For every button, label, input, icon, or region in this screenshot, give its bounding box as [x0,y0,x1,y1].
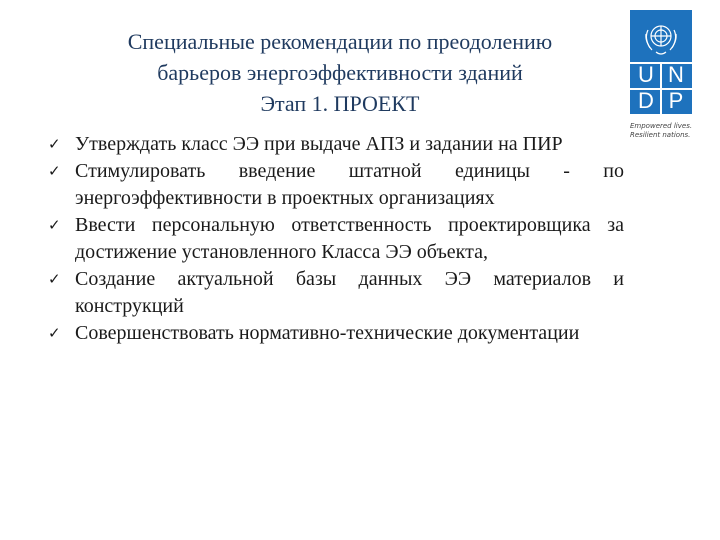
logo-tagline [630,122,702,140]
checkmark-icon: ✓ [48,162,61,180]
list-item [48,158,624,212]
list-item [48,212,624,266]
bullet-text: Создание актуальной базы данных ЭЭ материалов и конструкций [75,268,624,317]
checkmark-icon: ✓ [48,324,61,342]
logo-letter: N [668,62,684,87]
list-item [48,266,624,320]
undp-logo [630,10,692,114]
checkmark-icon: ✓ [48,270,61,288]
list-item [48,320,624,347]
tagline-line: Resilient nations. [630,131,691,139]
bullet-list [48,131,624,347]
title-line: Специальные рекомендации по преодолению [127,29,553,54]
title-line: Этап 1. ПРОЕКТ [260,91,420,116]
logo-letter: D [638,88,654,113]
un-emblem-icon [636,16,686,60]
checkmark-icon: ✓ [48,216,61,234]
bullet-text: Совершенствовать нормативно-технические документации [75,322,580,344]
logo-letter: U [638,62,654,87]
bullet-text: Утверждать класс ЭЭ при выдаче АПЗ и задании на ПИР [75,133,563,155]
checkmark-icon: ✓ [48,135,61,153]
bullet-text: Стимулировать введение штатной единицы - по энергоэффективности в проектных организациях [75,160,624,209]
tagline-line: Empowered lives. [630,122,693,130]
slide-title [60,26,620,119]
bullet-text: Ввести персональную ответственность проектировщика за достижение установленного Класса ЭЭ объекта, [75,214,624,263]
list-item [48,131,624,158]
title-line: барьеров энергоэффективности зданий [157,60,523,85]
logo-letter: P [668,88,684,113]
